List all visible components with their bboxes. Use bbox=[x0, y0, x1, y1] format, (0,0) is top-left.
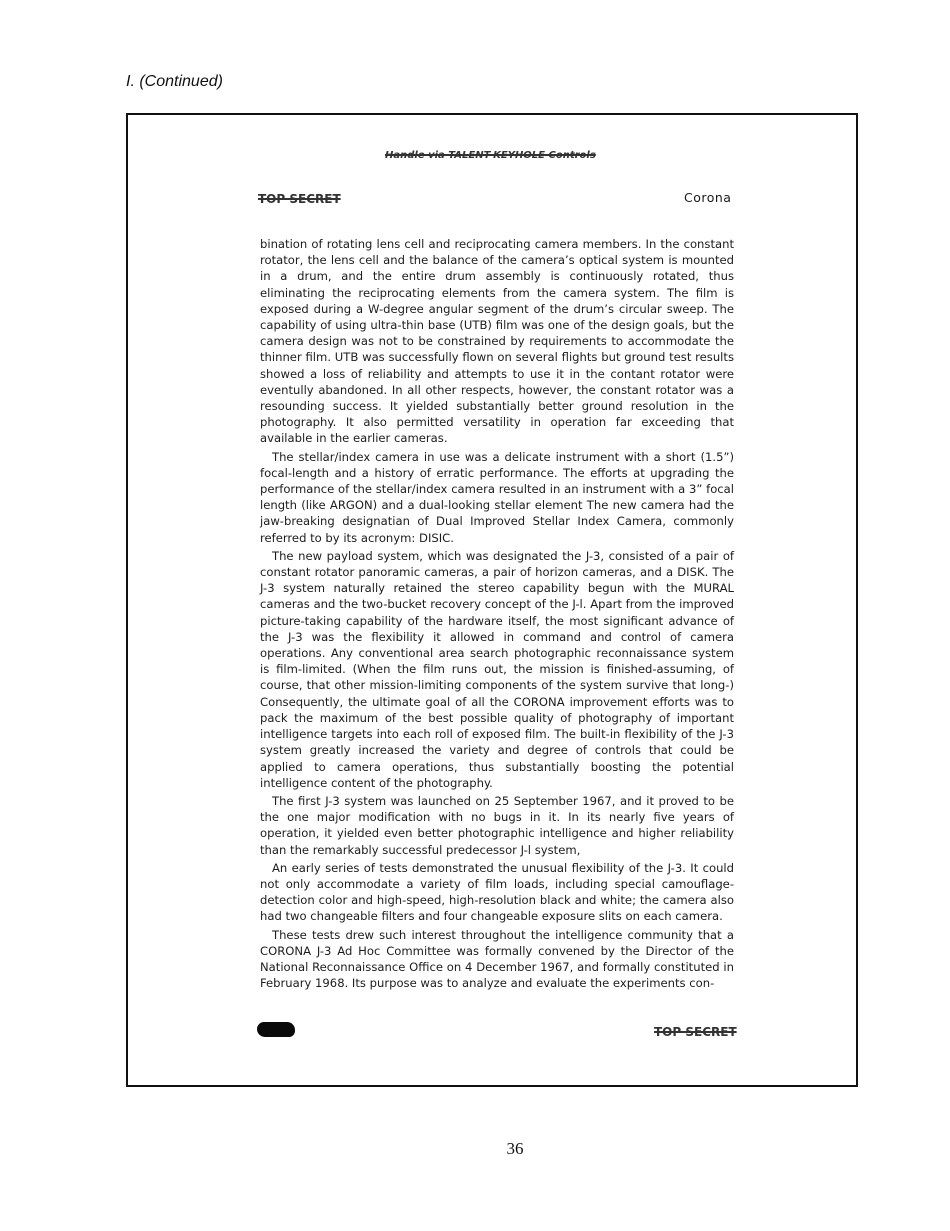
paragraph-5: An early series of tests demonstrated the unusual flexibility of the J-3. It could not only accommodate a variety of film loads, including special camouflage-detection color and high-speed, high-resolution black and white; the camera also had two changeable filters and four changeable exposure slits on each camera. bbox=[260, 860, 734, 924]
redaction-mark bbox=[257, 1022, 295, 1037]
program-name: Corona bbox=[684, 190, 732, 205]
paragraph-2: The stellar/index camera in use was a delicate instrument with a short (1.5”) focal-length and a history of erratic performance. The efforts at upgrading the performance of the stellar/index camera resulted in an instrument with a 3” focal length (like ARGON) and a dual-looking stellar element The new camera had the jaw-breaking designatian of Dual Improved Stellar Index Camera, commonly referred to by its acronym: DISIC. bbox=[260, 449, 734, 545]
paragraph-4: The first J-3 system was launched on 25 September 1967, and it proved to be the one major modification with no bugs in it. In its nearly five years of operation, it yielded even better photographic intelligence and higher reliability than the remarkably successful predecessor J-l system, bbox=[260, 793, 734, 857]
paragraph-3: The new payload system, which was designated the J-3, consisted of a pair of constant rotator panoramic cameras, a pair of horizon cameras, and a DISK. The J-3 system naturally retained the stereo capability begun with the MURAL cameras and the two-bucket recovery concept of the J-l. Apart from the improved picture-taking capability of the hardware itself, the most significant advance of the J-3 was the flexibility it allowed in command and control of camera operations. Any conventional area search photographic reconnaissance system is film-limited. (When the film runs out, the mission is finished-assuming, of course, that other mission-limiting components of the system survive that long-) Consequently, the ultimate goal of all the CORONA improvement efforts was to pack the maximum of the best possible quality of photography of important intelligence targets into each roll of exposed film. The built-in flexibility of the J-3 system greatly increased the variety and degree of controls that could be applied to camera operations, thus substantially boosting the potential intelligence content of the photography. bbox=[260, 548, 734, 790]
handling-marking: Handle via TALENT-KEYHOLE Controls bbox=[385, 150, 596, 161]
bottom-classification: TOP SECRET bbox=[654, 1025, 737, 1039]
top-classification: TOP SECRET bbox=[258, 192, 341, 206]
paragraph-1: bination of rotating lens cell and reciprocating camera members. In the constant rotator, the lens cell and the balance of the camera’s optical system is mounted in a drum, and the entire drum assembly is continuously rotated, thus eliminating the reciprocating elements from the camera system. The film is exposed during a W-degree angular segment of the drum’s circular sweep. The capability of using ultra-thin base (UTB) film was one of the design goals, but the camera design was not to be constrained by requirements to accommodate the thinner film. UTB was successfully flown on several flights but ground test results showed a loss of reliability and attempts to use it in the contant rotator were eventully abandoned. In all other respects, however, the constant rotator was a resounding success. It yielded substantially better ground resolution in the photography. It also permitted versatility in operation far exceeding that available in the earlier cameras. bbox=[260, 237, 734, 446]
paragraph-6: These tests drew such interest throughout the intelligence community that a CORONA J-3 Ad Hoc Committee was formally convened by the Director of the National Reconnaissance Office on 4 December 1967, and formally constituted in February 1968. Its purpose was to analyze and evaluate the experiments con- bbox=[260, 927, 734, 991]
page-number: 36 bbox=[506, 1139, 524, 1158]
body-text bbox=[260, 236, 734, 993]
section-label: I. (Continued) bbox=[126, 73, 223, 90]
